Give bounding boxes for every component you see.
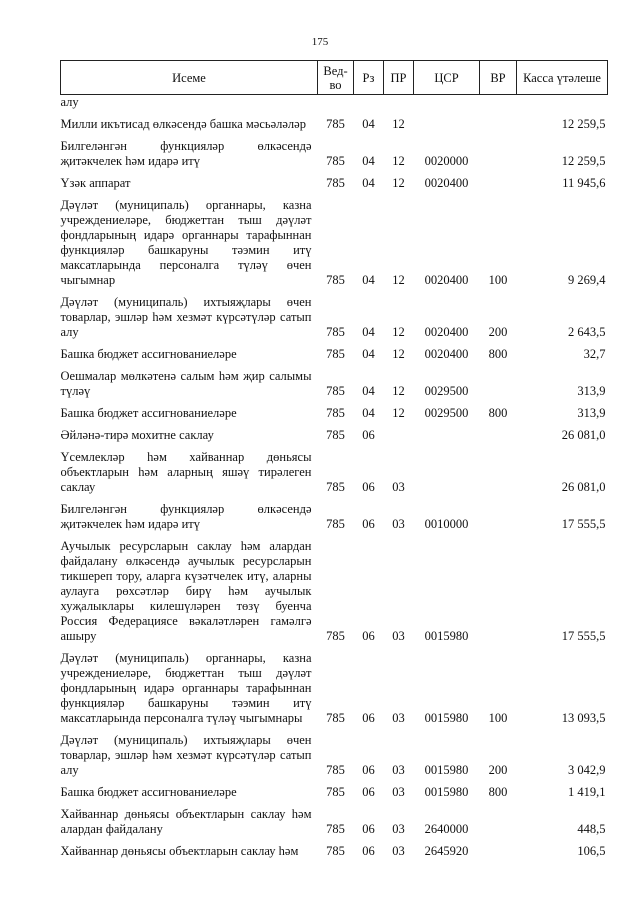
table-cell-vr: 100 xyxy=(488,711,508,725)
table-cell-vedomstvo: 785 xyxy=(326,325,345,339)
row-spacer-cell xyxy=(61,726,608,733)
table-cell-vr xyxy=(480,369,517,399)
table-row xyxy=(61,733,608,778)
table-cell-name: Билгеләнгән функцияләр өлкәсендә җитәкчелек һәм идарә итү xyxy=(60,502,312,531)
table-cell-csr: 0015980 xyxy=(424,763,469,777)
table-cell-vr: 800 xyxy=(488,347,508,361)
table-cell-vedomstvo: 785 xyxy=(326,347,345,361)
row-spacer-cell xyxy=(61,191,608,198)
table-cell-vr: 800 xyxy=(488,406,508,420)
table-cell-pr: 03 xyxy=(392,711,405,725)
table-cell-pr: 12 xyxy=(392,176,405,190)
table-cell-vr xyxy=(480,539,517,644)
table-cell-name: Башка бюджет ассигнованиеләре xyxy=(60,347,237,361)
table-cell-vr: 100 xyxy=(488,273,508,287)
table-cell-csr: 0020400 xyxy=(424,347,469,361)
table-cell-vedomstvo: 785 xyxy=(326,154,345,168)
table-cell-csr xyxy=(414,95,480,111)
table-cell-kassa: 313,9 xyxy=(577,384,606,398)
table-cell-kassa: 448,5 xyxy=(577,822,606,836)
table-cell-vedomstvo xyxy=(318,95,354,111)
table-cell-csr: 0020000 xyxy=(424,154,469,168)
table-cell-pr: 12 xyxy=(392,273,405,287)
table-body xyxy=(61,95,608,860)
table-cell-rz: 04 xyxy=(362,384,375,398)
table-cell-name: Хайваннар дөньясы объектларын саклау һәм xyxy=(60,844,299,858)
table-cell-kassa: 313,9 xyxy=(577,406,606,420)
table-cell-csr xyxy=(414,428,480,443)
table-cell-name: Билгеләнгән функцияләр өлкәсендә җитәкчелек һәм идарә итү xyxy=(60,139,312,168)
table-cell-vr: 200 xyxy=(488,325,508,339)
table-cell-rz: 06 xyxy=(362,763,375,777)
table-row xyxy=(61,117,608,132)
table-cell-vedomstvo: 785 xyxy=(326,629,345,643)
row-spacer-cell xyxy=(61,778,608,785)
table-cell-kassa: 17 555,5 xyxy=(561,517,606,531)
table-cell-kassa: 106,5 xyxy=(577,844,606,858)
table-row xyxy=(61,295,608,340)
table-cell-name: Башка бюджет ассигнованиеләре xyxy=(60,406,237,420)
row-spacer-cell xyxy=(61,288,608,295)
table-cell-vedomstvo: 785 xyxy=(326,711,345,725)
table-cell-pr: 03 xyxy=(392,844,405,858)
table-cell-rz: 04 xyxy=(362,347,375,361)
column-header-rz: Рз xyxy=(354,61,384,95)
table-cell-vedomstvo: 785 xyxy=(326,844,345,858)
row-spacer-cell xyxy=(61,495,608,502)
row-spacer xyxy=(61,726,608,733)
row-spacer-cell xyxy=(61,532,608,539)
table-cell-vedomstvo: 785 xyxy=(326,428,345,442)
page-number: 175 xyxy=(311,36,329,48)
column-header-vedomstvo: Вед-во xyxy=(318,61,354,95)
table-cell-pr: 12 xyxy=(392,154,405,168)
row-spacer xyxy=(61,110,608,117)
table-cell-name: Оешмалар мөлкәтенә салым һәм җир салымы түләү xyxy=(60,369,312,398)
table-cell-pr: 12 xyxy=(392,384,405,398)
row-spacer xyxy=(61,191,608,198)
table-row xyxy=(61,785,608,800)
table-cell-rz: 04 xyxy=(362,406,375,420)
table-cell-vedomstvo: 785 xyxy=(326,384,345,398)
table-cell-name: Әйләнә-тирә мохитне саклау xyxy=(60,428,214,442)
row-spacer xyxy=(61,132,608,139)
row-spacer xyxy=(61,495,608,502)
row-spacer xyxy=(61,421,608,428)
table-cell-rz: 04 xyxy=(362,154,375,168)
table-cell-rz xyxy=(354,95,384,111)
column-header-kassa: Касса үтәлеше xyxy=(517,61,608,95)
table-cell-kassa: 12 259,5 xyxy=(561,154,606,168)
budget-table xyxy=(60,60,608,859)
table-cell-kassa xyxy=(517,95,608,111)
table-cell-vedomstvo: 785 xyxy=(326,517,345,531)
table-cell-kassa: 1 419,1 xyxy=(568,785,606,799)
row-spacer xyxy=(61,532,608,539)
table-cell-name: Милли икътисад өлкәсендә башка мәсьәләләр xyxy=(60,117,306,131)
table-cell-vedomstvo: 785 xyxy=(326,117,345,131)
table-cell-csr: 0020400 xyxy=(424,325,469,339)
table-cell-kassa: 13 093,5 xyxy=(561,711,606,725)
table-cell-vedomstvo: 785 xyxy=(326,273,345,287)
table-row xyxy=(61,428,608,443)
table-cell-pr: 03 xyxy=(392,822,405,836)
table-row xyxy=(61,807,608,837)
table-cell-kassa: 17 555,5 xyxy=(561,629,606,643)
row-spacer xyxy=(61,443,608,450)
table-cell-name: алу xyxy=(60,95,79,109)
table-row xyxy=(61,95,608,111)
table-cell-vr xyxy=(480,428,517,443)
table-row xyxy=(61,369,608,399)
table-cell-vr xyxy=(480,176,517,191)
table-cell-vr: 800 xyxy=(488,785,508,799)
table-row xyxy=(61,198,608,288)
row-spacer xyxy=(61,778,608,785)
row-spacer-cell xyxy=(61,169,608,176)
table-cell-vedomstvo: 785 xyxy=(326,176,345,190)
table-cell-vedomstvo: 785 xyxy=(326,822,345,836)
table-cell-vr xyxy=(480,95,517,111)
row-spacer-cell xyxy=(61,443,608,450)
table-cell-kassa: 12 259,5 xyxy=(561,117,606,131)
row-spacer xyxy=(61,340,608,347)
table-cell-name: Дәүләт (муниципаль) ихтыяҗлары өчен товарлар, эшләр һәм хезмәт күрсәтүләр сатып алу xyxy=(60,733,312,777)
table-cell-csr: 0020400 xyxy=(424,176,469,190)
table-cell-pr: 03 xyxy=(392,480,405,494)
table-row xyxy=(61,176,608,191)
row-spacer-cell xyxy=(61,421,608,428)
table-cell-pr: 12 xyxy=(392,406,405,420)
table-cell-vr xyxy=(480,844,517,859)
table-row xyxy=(61,347,608,362)
table-cell-pr: 03 xyxy=(392,785,405,799)
table-cell-pr xyxy=(384,95,414,111)
table-cell-rz: 06 xyxy=(362,785,375,799)
table-cell-vr xyxy=(480,502,517,532)
table-cell-kassa: 2 643,5 xyxy=(568,325,606,339)
table-cell-vedomstvo: 785 xyxy=(326,785,345,799)
row-spacer-cell xyxy=(61,399,608,406)
table-cell-vr xyxy=(480,807,517,837)
row-spacer xyxy=(61,399,608,406)
row-spacer xyxy=(61,644,608,651)
table-cell-csr xyxy=(414,450,480,495)
table-cell-name: Дәүләт (муниципаль) ихтыяҗлары өчен товарлар, эшләр һәм хезмәт күрсәтүләр сатып алу xyxy=(60,295,312,339)
row-spacer-cell xyxy=(61,800,608,807)
row-spacer xyxy=(61,288,608,295)
table-cell-rz: 04 xyxy=(362,176,375,190)
table-cell-pr: 03 xyxy=(392,629,405,643)
column-header-csr: ЦСР xyxy=(414,61,480,95)
table-cell-vr xyxy=(480,117,517,132)
table-row xyxy=(61,450,608,495)
row-spacer xyxy=(61,837,608,844)
column-header-vr: ВР xyxy=(480,61,517,95)
row-spacer-cell xyxy=(61,644,608,651)
table-cell-vr xyxy=(480,139,517,169)
table-cell-pr: 03 xyxy=(392,517,405,531)
row-spacer-cell xyxy=(61,110,608,117)
row-spacer xyxy=(61,800,608,807)
table-cell-csr: 0020400 xyxy=(424,273,469,287)
table-cell-pr: 12 xyxy=(392,117,405,131)
row-spacer-cell xyxy=(61,132,608,139)
table-cell-csr: 2645920 xyxy=(424,844,469,858)
table-cell-name: Үзәк аппарат xyxy=(60,176,131,190)
table-cell-name: Дәүләт (муниципаль) органнары, казна учреждениеләре, бюджеттан тыш дәүләт фондларының идарә органнары тарафыннан функцияләр башкаруны тәэмин итү максатларында персоналга түләү чыгымнары xyxy=(60,651,312,725)
row-spacer-cell xyxy=(61,837,608,844)
table-cell-csr: 0010000 xyxy=(424,517,469,531)
row-spacer xyxy=(61,362,608,369)
table-cell-csr xyxy=(414,117,480,132)
table-cell-rz: 06 xyxy=(362,480,375,494)
table-cell-vr: 200 xyxy=(488,763,508,777)
table-cell-csr: 0015980 xyxy=(424,785,469,799)
table-cell-vedomstvo: 785 xyxy=(326,763,345,777)
table-cell-kassa: 26 081,0 xyxy=(561,480,606,494)
table-cell-rz: 04 xyxy=(362,273,375,287)
table-cell-pr: 03 xyxy=(392,763,405,777)
table-cell-name: Дәүләт (муниципаль) органнары, казна учреждениеләре, бюджеттан тыш дәүләт фондларының идарә органнары тарафыннан функцияләр башкаруны тәэмин итү максатларында персоналга түләү өчен чыгымнар xyxy=(60,198,312,287)
table-cell-rz: 06 xyxy=(362,844,375,858)
table-cell-rz: 06 xyxy=(362,517,375,531)
table-cell-vedomstvo: 785 xyxy=(326,480,345,494)
table-cell-csr: 2640000 xyxy=(424,822,469,836)
table-row xyxy=(61,651,608,726)
row-spacer-cell xyxy=(61,340,608,347)
table-row xyxy=(61,539,608,644)
table-cell-kassa: 9 269,4 xyxy=(568,273,606,287)
table-cell-pr: 12 xyxy=(392,325,405,339)
table-cell-vedomstvo: 785 xyxy=(326,406,345,420)
column-header-pr: ПР xyxy=(384,61,414,95)
table-cell-kassa: 3 042,9 xyxy=(568,763,606,777)
table-row xyxy=(61,844,608,859)
table-row xyxy=(61,406,608,421)
row-spacer xyxy=(61,169,608,176)
table-cell-csr: 0015980 xyxy=(424,629,469,643)
table-cell-csr: 0015980 xyxy=(424,711,469,725)
table-row xyxy=(61,139,608,169)
table-cell-name: Хайваннар дөньясы объектларын саклау һәм алардан файдалану xyxy=(60,807,312,836)
table-cell-csr: 0029500 xyxy=(424,406,469,420)
table-cell-rz: 04 xyxy=(362,325,375,339)
table-cell-rz: 04 xyxy=(362,117,375,131)
table-cell-csr: 0029500 xyxy=(424,384,469,398)
row-spacer-cell xyxy=(61,362,608,369)
table-cell-name: Башка бюджет ассигнованиеләре xyxy=(60,785,237,799)
table-cell-rz: 06 xyxy=(362,711,375,725)
table-cell-pr: 12 xyxy=(392,347,405,361)
table-cell-kassa: 32,7 xyxy=(583,347,606,361)
table-cell-pr xyxy=(384,428,414,443)
table-cell-name: Үсемлекләр һәм хайваннар дөньясы объектларын һәм аларның яшәү тирәлеген саклау xyxy=(60,450,312,494)
table-header xyxy=(61,61,608,95)
table-cell-kassa: 26 081,0 xyxy=(561,428,606,442)
table-cell-rz: 06 xyxy=(362,629,375,643)
column-header-name: Исеме xyxy=(61,61,318,95)
table-cell-kassa: 11 945,6 xyxy=(562,176,606,190)
table-cell-rz: 06 xyxy=(362,822,375,836)
table-cell-vr xyxy=(480,450,517,495)
table-cell-rz: 06 xyxy=(362,428,375,442)
table-row xyxy=(61,502,608,532)
table-cell-name: Аучылык ресурсларын саклау һәм алардан файдалану өлкәсендә аучылык ресурсларын тикшереп тору, аларга күзәтчелек итү, аларны аулауга рөхсәтләр бирү һәм аучылык хуҗалыклары килешүләрен төзү буенча Россия Федерациясе вәкаләтләрен гамәлгә ашыру xyxy=(60,539,312,643)
